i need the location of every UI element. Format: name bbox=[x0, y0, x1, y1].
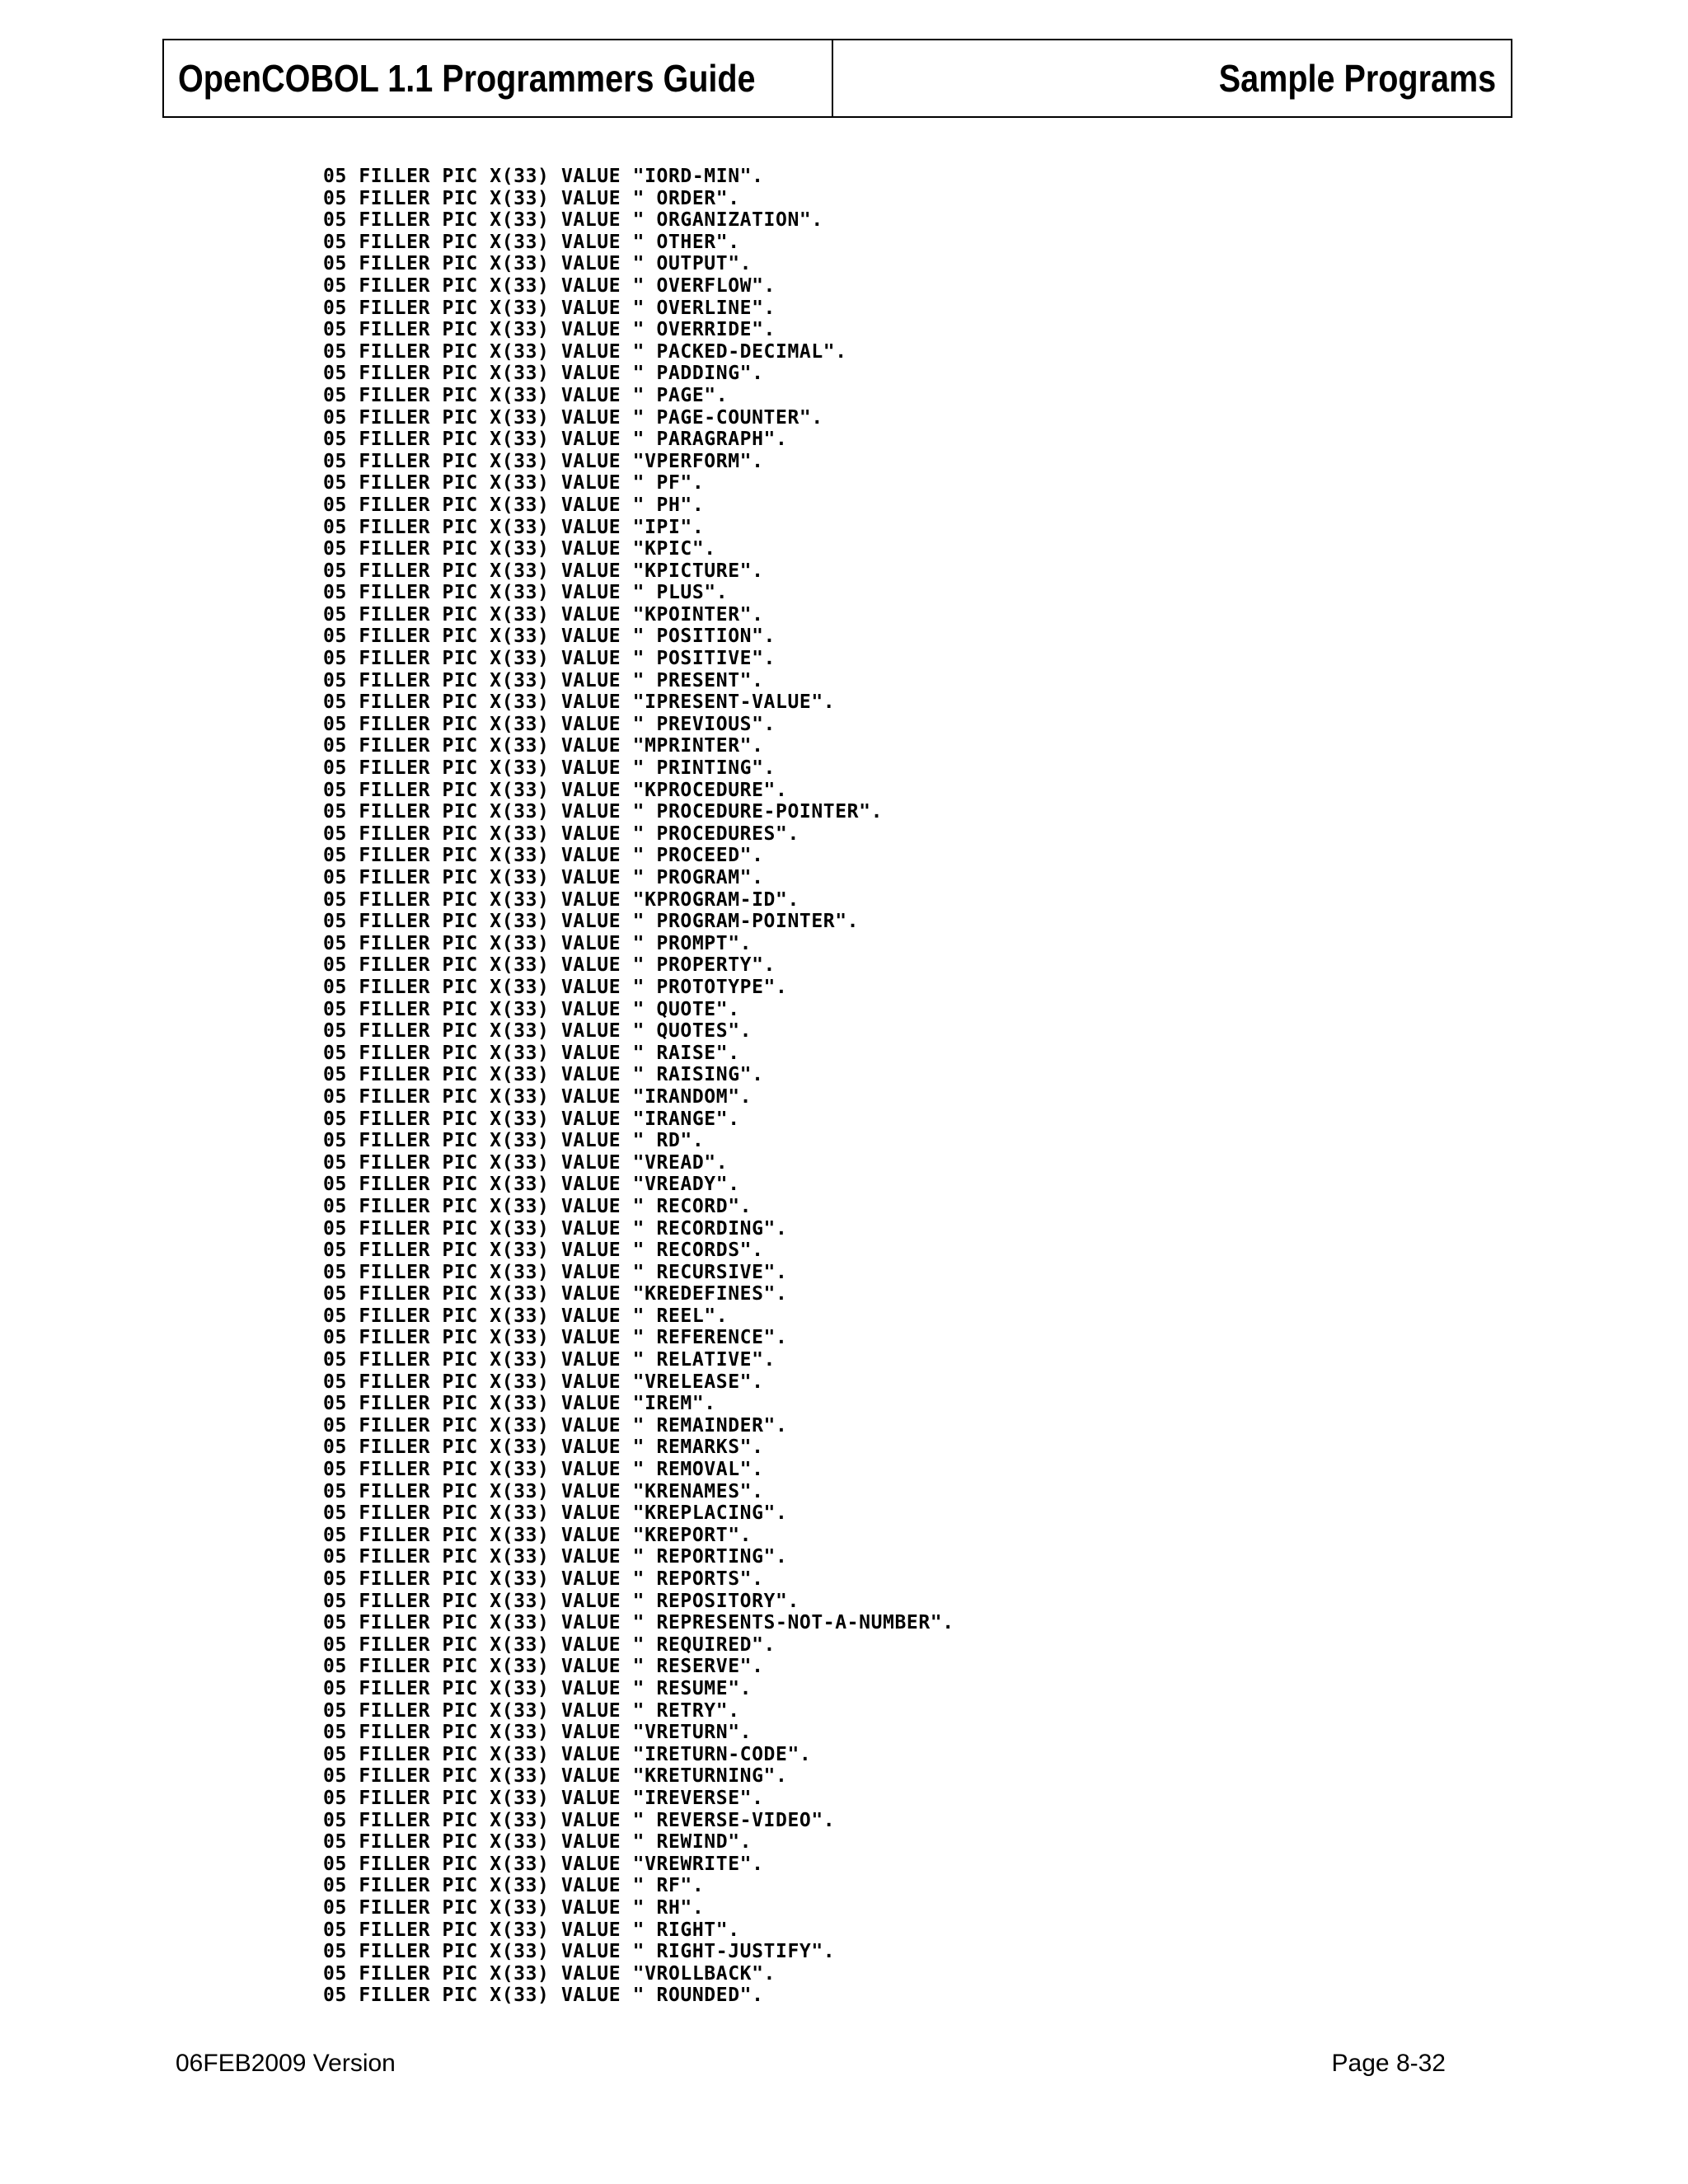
code-line: 05 FILLER PIC X(33) VALUE "MPRINTER". bbox=[323, 735, 764, 757]
code-line: 05 FILLER PIC X(33) VALUE " PH". bbox=[323, 494, 705, 516]
code-line: 05 FILLER PIC X(33) VALUE "IPRESENT-VALUE". bbox=[323, 691, 836, 714]
code-line: 05 FILLER PIC X(33) VALUE " POSITIVE". bbox=[323, 648, 776, 670]
code-line: 05 FILLER PIC X(33) VALUE "IRANDOM". bbox=[323, 1085, 753, 1108]
code-line: 05 FILLER PIC X(33) VALUE " PROCEED". bbox=[323, 845, 764, 867]
code-line: 05 FILLER PIC X(33) VALUE " REMARKS". bbox=[323, 1436, 764, 1459]
code-line: 05 FILLER PIC X(33) VALUE "IRETURN-CODE". bbox=[323, 1743, 812, 1765]
code-line: 05 FILLER PIC X(33) VALUE " PADDING". bbox=[323, 363, 764, 385]
code-line: 05 FILLER PIC X(33) VALUE "KREPORT". bbox=[323, 1524, 753, 1546]
code-line: 05 FILLER PIC X(33) VALUE " RIGHT". bbox=[323, 1919, 740, 1941]
code-line: 05 FILLER PIC X(33) VALUE "KREPLACING". bbox=[323, 1502, 788, 1525]
code-line: 05 FILLER PIC X(33) VALUE " RETRY". bbox=[323, 1699, 740, 1722]
code-line: 05 FILLER PIC X(33) VALUE " ORGANIZATION". bbox=[323, 209, 823, 232]
code-line: 05 FILLER PIC X(33) VALUE "KPROCEDURE". bbox=[323, 779, 788, 801]
code-line: 05 FILLER PIC X(33) VALUE " OUTPUT". bbox=[323, 253, 753, 275]
code-line: 05 FILLER PIC X(33) VALUE " QUOTES". bbox=[323, 1020, 753, 1043]
code-line: 05 FILLER PIC X(33) VALUE "KPICTURE". bbox=[323, 560, 764, 582]
code-line: 05 FILLER PIC X(33) VALUE " RH". bbox=[323, 1896, 705, 1919]
code-line: 05 FILLER PIC X(33) VALUE " RECURSIVE". bbox=[323, 1261, 788, 1283]
code-line: 05 FILLER PIC X(33) VALUE " PROMPT". bbox=[323, 932, 753, 954]
code-line: 05 FILLER PIC X(33) VALUE " PREVIOUS". bbox=[323, 713, 776, 735]
code-line: 05 FILLER PIC X(33) VALUE " OVERLINE". bbox=[323, 297, 776, 319]
code-line: 05 FILLER PIC X(33) VALUE "KREDEFINES". bbox=[323, 1283, 788, 1305]
header-left-cell bbox=[164, 40, 833, 116]
code-line: 05 FILLER PIC X(33) VALUE " PROGRAM". bbox=[323, 867, 764, 888]
code-line: 05 FILLER PIC X(33) VALUE " REMAINDER". bbox=[323, 1414, 788, 1436]
code-line: 05 FILLER PIC X(33) VALUE "KPIC". bbox=[323, 538, 716, 560]
code-line: 05 FILLER PIC X(33) VALUE "VPERFORM". bbox=[323, 450, 764, 472]
code-line: 05 FILLER PIC X(33) VALUE " REVERSE-VIDEO". bbox=[323, 1809, 836, 1831]
code-line: 05 FILLER PIC X(33) VALUE " PROCEDURES". bbox=[323, 823, 799, 845]
code-line: 05 FILLER PIC X(33) VALUE "KPOINTER". bbox=[323, 603, 764, 626]
code-line: 05 FILLER PIC X(33) VALUE " REPOSITORY". bbox=[323, 1590, 799, 1612]
code-line: 05 FILLER PIC X(33) VALUE " REPORTING". bbox=[323, 1546, 788, 1568]
code-line: 05 FILLER PIC X(33) VALUE " RELATIVE". bbox=[323, 1349, 776, 1371]
footer-page-number: Page 8-32 bbox=[1331, 2050, 1446, 2077]
code-line: 05 FILLER PIC X(33) VALUE " RESERVE". bbox=[323, 1656, 764, 1678]
code-line: 05 FILLER PIC X(33) VALUE " REQUIRED". bbox=[323, 1633, 776, 1656]
code-line: 05 FILLER PIC X(33) VALUE "VREWRITE". bbox=[323, 1853, 764, 1875]
code-line: 05 FILLER PIC X(33) VALUE " PROPERTY". bbox=[323, 954, 776, 977]
code-line: 05 FILLER PIC X(33) VALUE " RIGHT-JUSTIFY". bbox=[323, 1941, 836, 1963]
code-line: 05 FILLER PIC X(33) VALUE "VREADY". bbox=[323, 1174, 740, 1196]
code-line: 05 FILLER PIC X(33) VALUE " RAISING". bbox=[323, 1064, 764, 1086]
code-line: 05 FILLER PIC X(33) VALUE " RESUME". bbox=[323, 1677, 753, 1699]
code-line: 05 FILLER PIC X(33) VALUE " RF". bbox=[323, 1875, 705, 1897]
code-line: 05 FILLER PIC X(33) VALUE " RAISE". bbox=[323, 1042, 740, 1064]
code-line: 05 FILLER PIC X(33) VALUE " RECORD". bbox=[323, 1195, 753, 1217]
code-line: 05 FILLER PIC X(33) VALUE " OVERRIDE". bbox=[323, 319, 776, 341]
code-line: 05 FILLER PIC X(33) VALUE "IPI". bbox=[323, 516, 705, 538]
code-line: 05 FILLER PIC X(33) VALUE " PLUS". bbox=[323, 582, 729, 604]
code-line: 05 FILLER PIC X(33) VALUE " REPRESENTS-NOT-A-NUMBER". bbox=[323, 1612, 954, 1634]
code-line: 05 FILLER PIC X(33) VALUE "VROLLBACK". bbox=[323, 1962, 776, 1985]
code-line: 05 FILLER PIC X(33) VALUE " PROGRAM-POINTER". bbox=[323, 911, 860, 933]
code-line: 05 FILLER PIC X(33) VALUE " REPORTS". bbox=[323, 1568, 764, 1590]
code-line: 05 FILLER PIC X(33) VALUE " PROTOTYPE". bbox=[323, 976, 788, 998]
page-header bbox=[162, 39, 1512, 118]
code-line: 05 FILLER PIC X(33) VALUE "KRENAMES". bbox=[323, 1480, 764, 1502]
code-line: 05 FILLER PIC X(33) VALUE " OVERFLOW". bbox=[323, 274, 776, 297]
code-line: 05 FILLER PIC X(33) VALUE " ORDER". bbox=[323, 187, 740, 209]
code-line: 05 FILLER PIC X(33) VALUE "IORD-MIN". bbox=[323, 166, 764, 187]
code-line: 05 FILLER PIC X(33) VALUE " PAGE-COUNTER". bbox=[323, 406, 823, 429]
code-line: 05 FILLER PIC X(33) VALUE "VRELEASE". bbox=[323, 1371, 764, 1393]
code-line: 05 FILLER PIC X(33) VALUE " PROCEDURE-POINTER". bbox=[323, 801, 884, 823]
code-line: 05 FILLER PIC X(33) VALUE " OTHER". bbox=[323, 231, 740, 253]
code-line: 05 FILLER PIC X(33) VALUE " PARAGRAPH". bbox=[323, 429, 788, 451]
code-line: 05 FILLER PIC X(33) VALUE " REMOVAL". bbox=[323, 1459, 764, 1481]
code-line: 05 FILLER PIC X(33) VALUE " POSITION". bbox=[323, 626, 776, 648]
code-line: 05 FILLER PIC X(33) VALUE "IREVERSE". bbox=[323, 1787, 764, 1809]
code-line: 05 FILLER PIC X(33) VALUE " PAGE". bbox=[323, 384, 729, 406]
code-line: 05 FILLER PIC X(33) VALUE "VRETURN". bbox=[323, 1722, 753, 1744]
code-line: 05 FILLER PIC X(33) VALUE " REFERENCE". bbox=[323, 1327, 788, 1349]
code-line: 05 FILLER PIC X(33) VALUE "VREAD". bbox=[323, 1151, 729, 1174]
header-right-cell bbox=[833, 40, 1511, 116]
code-line: 05 FILLER PIC X(33) VALUE "KRETURNING". bbox=[323, 1765, 788, 1788]
code-line: 05 FILLER PIC X(33) VALUE " PF". bbox=[323, 472, 705, 494]
code-listing bbox=[323, 166, 954, 2007]
code-line: 05 FILLER PIC X(33) VALUE " RD". bbox=[323, 1130, 705, 1152]
code-line: 05 FILLER PIC X(33) VALUE " RECORDING". bbox=[323, 1217, 788, 1240]
code-line: 05 FILLER PIC X(33) VALUE " QUOTE". bbox=[323, 998, 740, 1020]
code-line: 05 FILLER PIC X(33) VALUE "IRANGE". bbox=[323, 1108, 740, 1130]
document-title: OpenCOBOL 1.1 Programmers Guide bbox=[178, 57, 756, 100]
code-line: 05 FILLER PIC X(33) VALUE " RECORDS". bbox=[323, 1240, 764, 1262]
code-line: 05 FILLER PIC X(33) VALUE " ROUNDED". bbox=[323, 1985, 764, 2007]
code-line: 05 FILLER PIC X(33) VALUE " PRESENT". bbox=[323, 669, 764, 691]
code-line: 05 FILLER PIC X(33) VALUE " REEL". bbox=[323, 1305, 729, 1327]
footer-version: 06FEB2009 Version bbox=[176, 2050, 396, 2077]
section-title: Sample Programs bbox=[1218, 57, 1496, 100]
code-line: 05 FILLER PIC X(33) VALUE " PACKED-DECIMAL". bbox=[323, 340, 847, 363]
code-line: 05 FILLER PIC X(33) VALUE "KPROGRAM-ID". bbox=[323, 888, 799, 911]
code-line: 05 FILLER PIC X(33) VALUE " REWIND". bbox=[323, 1831, 753, 1854]
code-line: 05 FILLER PIC X(33) VALUE " PRINTING". bbox=[323, 757, 776, 780]
code-line: 05 FILLER PIC X(33) VALUE "IREM". bbox=[323, 1393, 716, 1415]
